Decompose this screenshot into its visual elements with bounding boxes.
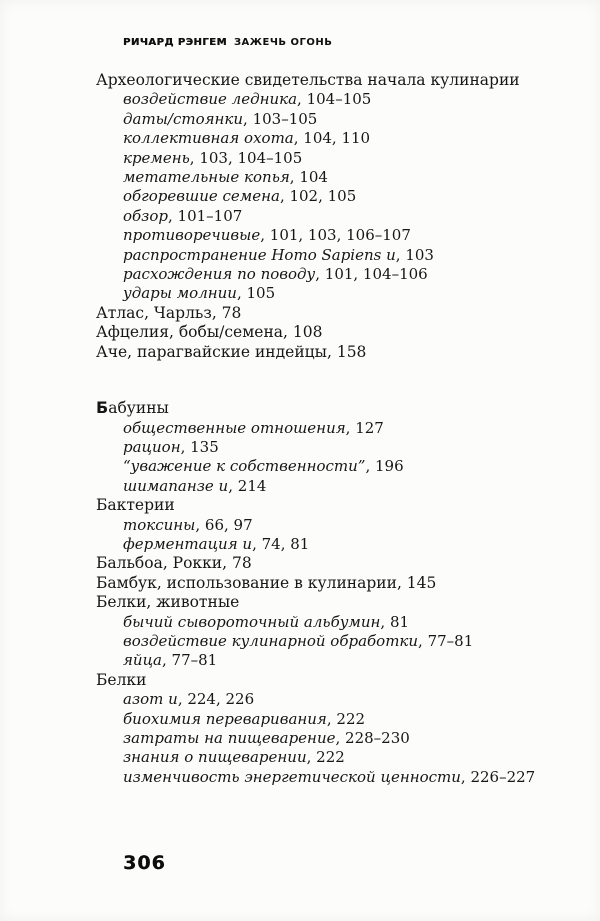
index-entry (123, 284, 574, 303)
index-entry-pages: , 127 (345, 418, 384, 437)
index-entry (123, 419, 574, 438)
index-entry (96, 398, 574, 418)
index-entry-label: Аче, парагвайские индейцы (96, 342, 327, 361)
index-entry-label: обгоревшие семена (123, 187, 280, 206)
index-entry (123, 613, 574, 632)
index-entry-label: даты/стоянки (123, 109, 244, 128)
index-entry (123, 710, 574, 729)
index-entry (123, 768, 574, 787)
index-entry (123, 651, 574, 670)
index-entry-label: Бактерии (96, 496, 175, 515)
page-number: 306 (123, 852, 166, 874)
index-entry-label: воздействие кулинарной обработки (123, 631, 419, 650)
index-entry-label: противоречивые (123, 226, 261, 245)
index-entry-label: Афцелия, бобы/семена (96, 323, 284, 342)
index-entry-pages: , 104–105 (297, 90, 372, 109)
index-entry (123, 246, 574, 265)
index-entry-label: Бабуины (96, 398, 169, 418)
index-entry-pages: , 214 (228, 476, 267, 495)
index-entry-pages: , 108 (283, 323, 323, 342)
index-section-А (96, 71, 574, 362)
index-entry-label: токсины (123, 515, 196, 534)
index-entry-pages: , 77–81 (418, 631, 474, 650)
running-header-author: РИЧАРД РЭНГЕМ (123, 37, 227, 48)
index-entry-pages: , 66, 97 (195, 515, 253, 534)
index-entry-pages: , 74, 81 (252, 534, 310, 553)
index-entry-label: метательные копья (123, 168, 290, 187)
index-entry-label: знания о пищеварении (123, 748, 307, 767)
index-entry (96, 71, 574, 90)
index-entry-pages: , 102, 105 (279, 187, 357, 206)
index-entry-pages: , 101–107 (168, 206, 243, 225)
index-entry-pages: , 226–227 (460, 767, 536, 786)
index-entry-label: Белки, животные (96, 593, 240, 612)
index-entry (96, 323, 574, 342)
index-entry-pages: , 103 (395, 245, 434, 264)
index-entry-label: изменчивость энергетической ценности (123, 767, 461, 786)
index-entry-label: Белки (96, 670, 147, 689)
index-entry (96, 554, 574, 573)
index-entry-pages: , 196 (365, 457, 404, 476)
index-entry-pages: , 224, 226 (177, 690, 255, 709)
index-entry (96, 496, 574, 515)
index-entry (96, 343, 574, 362)
index-entry (123, 226, 574, 245)
index-entry-pages: , 145 (396, 573, 437, 592)
index-entry-label: кремень (123, 148, 190, 167)
index-section-Б (96, 398, 574, 787)
index-entry-pages: , 135 (180, 437, 219, 456)
index-entry-label: бычий сывороточный альбумин (123, 612, 381, 631)
index-entry-label: Бамбук, использование в кулинарии (96, 573, 397, 592)
index-entry-label: удары молнии (123, 284, 237, 303)
index-entry-label: Бальбоа, Рокки (96, 554, 223, 573)
index-entry (96, 574, 574, 593)
index-entry-label: общественные отношения (123, 418, 346, 437)
index-entry (123, 110, 574, 129)
index-entry-pages: , 78 (211, 303, 242, 322)
index-entry (96, 593, 574, 612)
index-entry-pages: , 78 (222, 554, 252, 573)
index-entry-pages: , 104 (289, 168, 328, 187)
index-entry-label: биохимия переваривания (123, 709, 327, 728)
index-entry (96, 671, 574, 690)
index-entry (123, 149, 574, 168)
index-entry-label: расхождения по поводу (123, 265, 316, 284)
index-entry-pages: , 81 (380, 612, 410, 631)
index-entry (123, 457, 574, 476)
index-entry-label: воздействие ледника (123, 90, 298, 109)
index-entry (123, 535, 574, 554)
index-entry (123, 207, 574, 226)
index-list (96, 71, 574, 787)
index-entry-label: обзор (123, 206, 168, 225)
index-entry-label: яйца (123, 651, 163, 670)
index-entry-label: Атлас, Чарльз (96, 303, 212, 322)
index-entry-label: “уважение к собственности” (123, 457, 366, 476)
index-entry (123, 129, 574, 148)
index-entry-pages: , 158 (326, 342, 367, 361)
index-entry-pages: , 103–105 (243, 109, 318, 128)
index-entry-pages: , 77–81 (162, 651, 218, 670)
index-entry-pages: , 228–230 (335, 729, 410, 747)
section-letter: Б (96, 398, 109, 418)
index-entry (123, 438, 574, 457)
index-entry (123, 90, 574, 109)
index-entry (123, 729, 574, 748)
index-entry (123, 516, 574, 535)
index-entry-label: ферментация и (123, 534, 253, 553)
index-entry-label: затраты на пищеварение (123, 729, 336, 747)
index-entry-pages: , 222 (306, 748, 345, 767)
index-entry (123, 187, 574, 206)
index-entry-label: шимапанзе и (123, 476, 229, 495)
index-entry-label: азот и (123, 690, 178, 709)
running-header (123, 37, 332, 48)
index-entry-label: коллективная охота (123, 129, 294, 148)
index-entry (123, 168, 574, 187)
index-entry-label: рацион (123, 437, 181, 456)
index-entry-pages: , 101, 103, 106–107 (260, 226, 411, 245)
index-entry (123, 748, 574, 767)
index-entry-label: Археологические свидетельства начала кулинарии (96, 71, 520, 89)
index-entry-pages: , 103, 104–105 (189, 148, 303, 167)
index-entry (123, 265, 574, 284)
index-entry-pages: , 101, 104–106 (315, 265, 428, 284)
index-entry (123, 690, 574, 709)
index-entry-pages: , 222 (326, 709, 366, 728)
index-entry (123, 632, 574, 651)
running-header-title: ЗАЖЕЧЬ ОГОНЬ (233, 37, 333, 48)
index-entry-label: распространение Homo Sapiens и (123, 245, 396, 264)
index-entry (123, 477, 574, 496)
index-entry-pages: , 105 (236, 284, 276, 303)
index-entry (96, 304, 574, 323)
index-entry-pages: , 104, 110 (293, 129, 371, 148)
